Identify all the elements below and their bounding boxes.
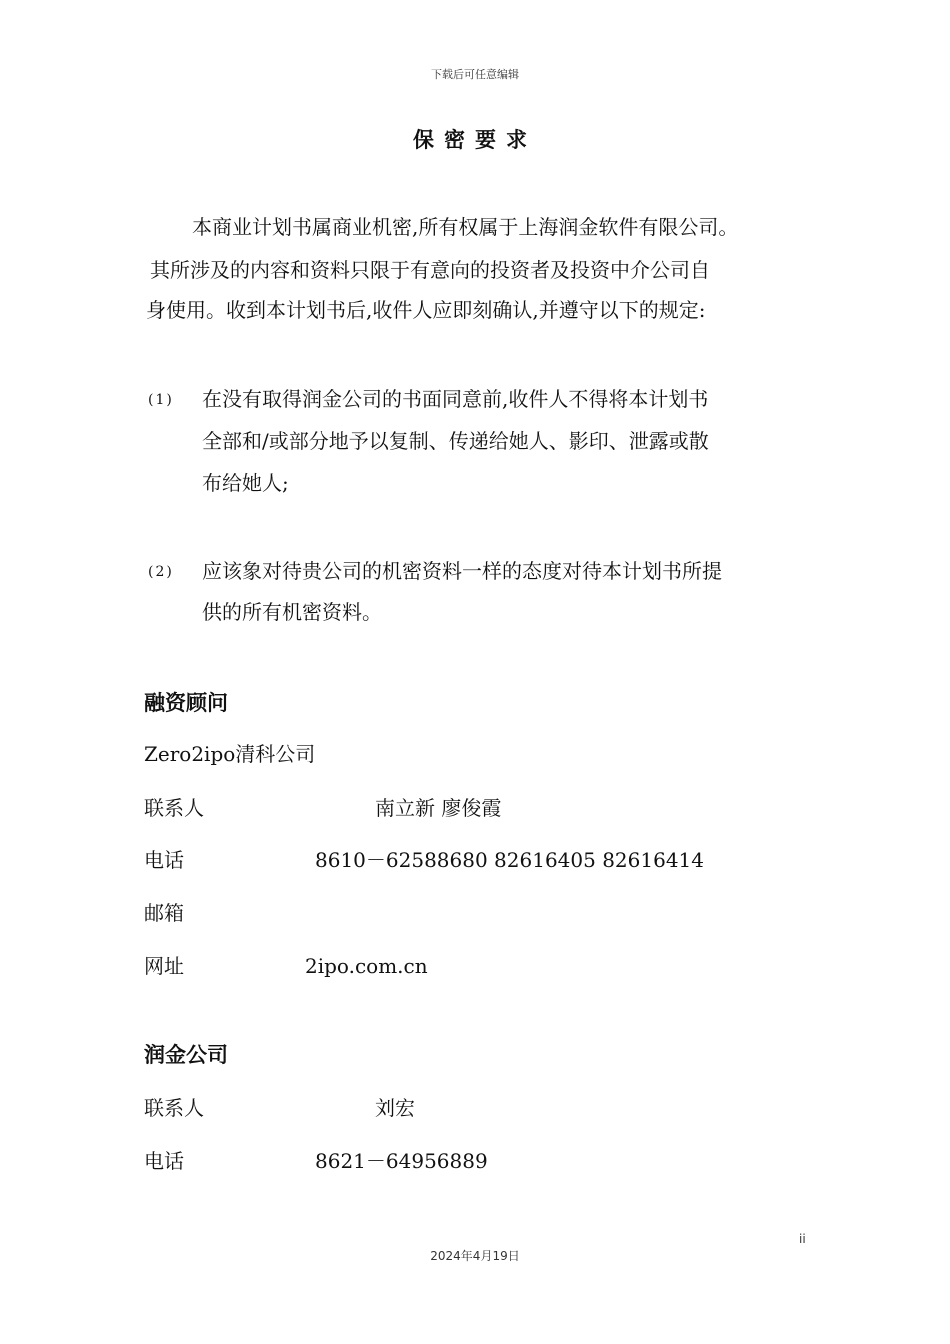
runjin-heading: 润金公司 [144,1043,228,1067]
page-number: ii [799,1232,806,1246]
advisor-phone-value: 8610－62588680 82616405 82616414 [315,848,705,872]
runjin-contact-label: 联系人 [144,1096,204,1120]
item-2-line-1: 应该象对待贵公司的机密资料一样的态度对待本计划书所提 [202,559,722,583]
runjin-contact-value: 刘宏 [375,1096,415,1120]
advisor-phone-label: 电话 [144,848,184,872]
item-1-line-3: 布给她人; [202,471,289,495]
item-1-line-2: 全部和/或部分地予以复制、传递给她人、影印、泄露或散 [202,429,709,453]
page-header-note: 下载后可任意编辑 [431,68,519,81]
advisor-company: Zero2ipo清科公司 [144,742,316,766]
item-1-line-1: 在没有取得润金公司的书面同意前,收件人不得将本计划书 [202,387,709,411]
advisor-website-label: 网址 [144,954,184,978]
intro-line-3: 身使用。收到本计划书后,收件人应即刻确认,并遵守以下的规定: [146,298,706,322]
advisor-contact-label: 联系人 [144,796,204,820]
intro-line-2: 其所涉及的内容和资料只限于有意向的投资者及投资中介公司自 [150,258,710,282]
advisor-website-value: 2ipo.com.cn [305,954,428,978]
advisor-heading: 融资顾问 [144,691,228,715]
advisor-email-label: 邮箱 [144,901,184,925]
item-2-number: (2) [148,564,174,580]
page-title: 保密要求 [413,128,537,152]
advisor-contact-value: 南立新 廖俊霞 [375,796,502,820]
item-1-number: (1) [148,392,174,408]
item-2-line-2: 供的所有机密资料。 [202,600,382,624]
runjin-phone-value: 8621－64956889 [315,1149,488,1173]
footer-date: 2024年4月19日 [430,1249,520,1263]
intro-line-1: 本商业计划书属商业机密,所有权属于上海润金软件有限公司。 [192,215,739,239]
runjin-phone-label: 电话 [144,1149,184,1173]
